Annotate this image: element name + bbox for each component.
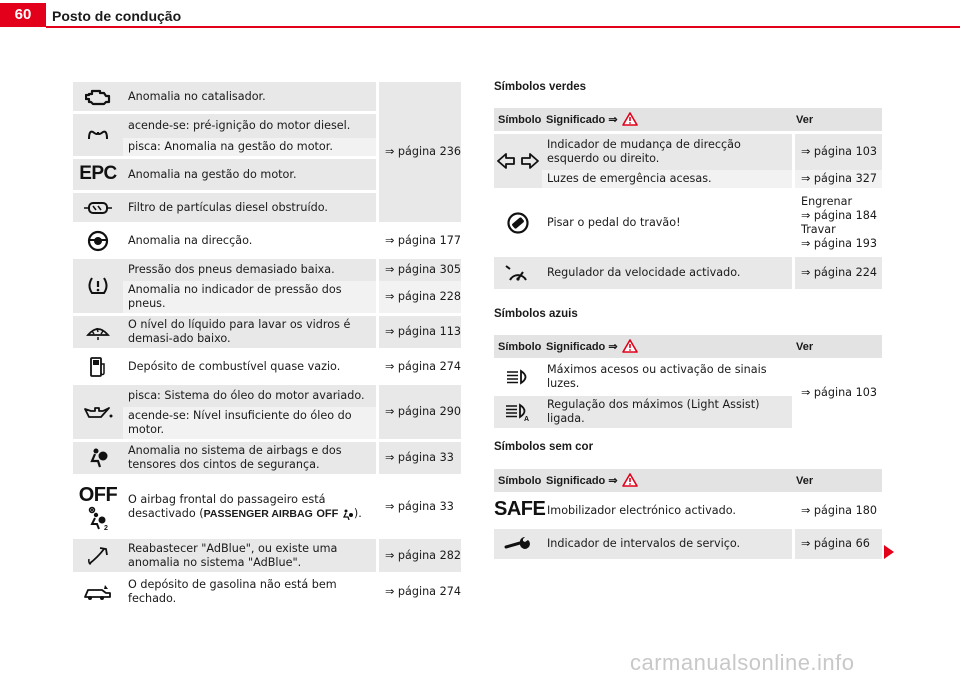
col-header-symbol: Símbolo [494,108,542,134]
col-header-meaning: Significado ⇒ [542,469,792,495]
header-rule [46,26,960,28]
row-text: Indicador de intervalos de serviço. [542,529,792,559]
page-ref: ⇒ página 103 [792,361,882,428]
steering-fault-icon [73,225,123,259]
page-ref: ⇒ página 177 [376,225,461,259]
row-text: acende-se: Nível insuficiente do óleo do motor. [123,407,376,442]
page-ref: Engrenar ⇒ página 184 Travar ⇒ página 193 [792,191,882,257]
page-number: 60 [0,3,46,27]
row-text: Anomalia na direcção. [123,225,376,259]
page-ref: ⇒ página 224 [792,257,882,289]
glow-plug-icon [73,114,123,159]
page-ref: ⇒ página 66 [792,529,882,559]
table-row [494,361,882,396]
row-text: Máximos acesos ou activação de sinais luzes. [542,361,792,396]
epc-icon: EPC [73,159,123,193]
row-text: Reabastecer "AdBlue", ou existe uma anomalia no sistema "AdBlue". [123,539,376,575]
page-ref: ⇒ página 180 [792,495,882,529]
col-header-see: Ver [792,335,882,361]
page-ref: ⇒ página 274 [376,351,461,385]
passenger-airbag-icon [342,508,354,520]
col-header-meaning: Significado ⇒ [542,335,792,361]
row-text: Regulação dos máximos (Light Assist) ligada. [542,396,792,428]
col-header-meaning: Significado ⇒ [542,108,792,134]
row-text: acende-se: pré-ignição do motor diesel. [123,114,376,138]
row-text: Anomalia na gestão do motor. [123,159,376,193]
row-text: Pressão dos pneus demasiado baixa. [123,259,376,281]
col-header-see: Ver [792,108,882,134]
fuel-cap-icon [73,575,123,609]
col-header-symbol: Símbolo [494,469,542,495]
brake-pedal-icon [494,191,542,257]
particle-filter-icon [73,193,123,225]
svg-text:2: 2 [104,524,108,530]
colorless-symbols-table [494,469,882,559]
col-header-symbol: Símbolo [494,335,542,361]
section-title-colorless: Símbolos sem cor [494,441,594,453]
row-text: O depósito de gasolina não está bem fechado. [123,575,376,609]
row-text: Pisar o pedal do travão! [542,191,792,257]
svg-text:A: A [524,416,530,421]
page-ref: ⇒ página 327 [792,170,882,191]
table-row [73,575,461,609]
row-text: pisca: Sistema do óleo do motor avariado. [123,385,376,407]
page-ref: ⇒ página 290 [376,385,461,442]
high-beam-icon [494,361,542,396]
table-row [73,316,461,351]
warning-symbols-table [73,82,461,609]
watermark: carmanualsonline.info [630,650,855,675]
page-title: Posto de condução [52,8,182,24]
green-symbols-table [494,108,882,289]
airbag-off-icon: OFF 2 [73,477,123,539]
row-text: Indicador de mudança de direcção esquerdo ou direito. [542,134,792,170]
page-ref: ⇒ página 33 [376,477,461,539]
turn-signal-icon [494,134,542,191]
table-row [494,495,882,529]
safe-icon: SAFE [494,495,542,529]
blue-symbols-table [494,335,882,428]
airbag-icon [73,442,123,477]
light-assist-icon [494,396,542,428]
warning-triangle-icon [622,339,638,353]
table-row [494,191,882,257]
table-row [73,281,461,316]
row-text: Luzes de emergência acesas. [542,170,792,191]
page-ref: ⇒ página 33 [376,442,461,477]
table-row [73,385,461,407]
page-ref: ⇒ página 103 [792,134,882,170]
wrench-icon [494,529,542,559]
table-row [73,351,461,385]
washer-fluid-icon [73,316,123,351]
engine-check-icon [73,82,123,114]
next-page-arrow-icon[interactable] [884,545,894,559]
page-ref: ⇒ página 282 [376,539,461,575]
table-row [73,539,461,575]
table-row [494,257,882,289]
page-header [0,0,960,30]
table-row [73,225,461,259]
page-ref: ⇒ página 305 [376,259,461,281]
table-row [73,477,461,539]
table-row [73,82,461,114]
page-ref: ⇒ página 228 [376,281,461,316]
row-text: O nível do líquido para lavar os vidros é demasi-ado baixo. [123,316,376,351]
tyre-pressure-icon [73,259,123,316]
row-text: Depósito de combustível quase vazio. [123,351,376,385]
section-title-green: Símbolos verdes [494,81,587,93]
cruise-control-icon [494,257,542,289]
row-text: Imobilizador electrónico activado. [542,495,792,529]
passenger-airbag-label: PASSENGER AIRBAG [203,507,313,520]
table-row [494,529,882,559]
col-header-see: Ver [792,469,882,495]
row-text: pisca: Anomalia na gestão do motor. [123,138,376,159]
adblue-icon [73,539,123,575]
row-text: O airbag frontal do passageiro está desactivado (PASSENGER AIRBAG OFF ). [123,477,376,539]
section-title-blue: Símbolos azuis [494,308,578,320]
row-text: Regulador da velocidade activado. [542,257,792,289]
row-text: Filtro de partículas diesel obstruído. [123,193,376,225]
warning-triangle-icon [622,473,638,487]
table-row [73,442,461,477]
row-text: Anomalia no catalisador. [123,82,376,114]
page-ref: ⇒ página 274 [376,575,461,609]
table-row [494,170,882,191]
page-ref: ⇒ página 113 [376,316,461,351]
fuel-pump-icon [73,351,123,385]
off-mini-label: OFF [316,507,339,520]
warning-triangle-icon [622,112,638,126]
table-row [494,134,882,170]
table-row [73,259,461,281]
page-ref: ⇒ página 236 [376,82,461,225]
row-text: Anomalia no sistema de airbags e dos tensores dos cintos de segurança. [123,442,376,477]
row-text: Anomalia no indicador de pressão dos pneus. [123,281,376,316]
oil-can-icon [73,385,123,442]
